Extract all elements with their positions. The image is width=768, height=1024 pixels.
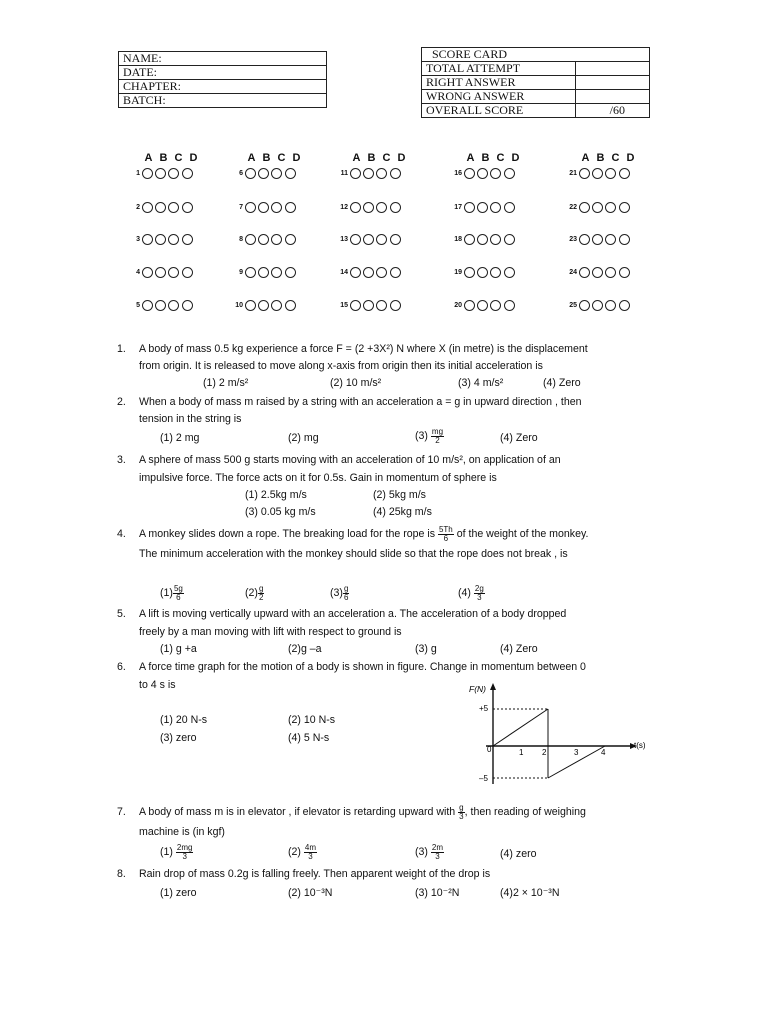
answer-bubble[interactable] <box>142 234 153 245</box>
question-3-text-2: impulsive force. The force acts on it for 0.5s. Gain in momentum of sphere is <box>139 472 497 484</box>
option[interactable]: (2) 10⁻³N <box>288 887 333 899</box>
answer-bubble[interactable] <box>619 168 630 179</box>
omr-row <box>128 168 195 179</box>
answer-bubble[interactable] <box>350 300 361 311</box>
answer-bubble[interactable] <box>619 202 630 213</box>
question-text-line: A body of mass m is in elevator , if elevator is retarding upward with <box>139 806 456 818</box>
question-2-text: When a body of mass m raised by a string with an acceleration a = g in upward direction , then <box>139 396 582 408</box>
answer-bubble[interactable] <box>155 267 166 278</box>
question-text-line: of the weight of the monkey. <box>456 528 589 540</box>
omr-row <box>231 202 298 213</box>
option[interactable]: (1) g +a <box>160 643 197 655</box>
option-letter: C <box>277 152 286 164</box>
answer-bubble[interactable] <box>504 168 515 179</box>
omr-row <box>128 300 195 311</box>
question-4-text-2: The minimum acceleration with the monkey should slide so that the rope does not break , is <box>139 548 568 560</box>
answer-bubble[interactable] <box>477 267 488 278</box>
answer-bubble[interactable] <box>490 300 501 311</box>
option-letter: D <box>397 152 406 164</box>
answer-bubble[interactable] <box>504 234 515 245</box>
omr-question-number: 19 <box>454 269 462 276</box>
y-tick-label: 0 <box>487 745 492 754</box>
omr-question-number: 15 <box>340 302 348 309</box>
fraction: $\frac{g}{6}$ <box>343 583 349 602</box>
answer-bubble[interactable] <box>579 267 590 278</box>
option[interactable]: (3) 10⁻²N <box>415 887 460 899</box>
option[interactable]: (4) 5 N-s <box>288 732 330 744</box>
option-letter: B <box>262 152 271 164</box>
answer-bubble[interactable] <box>142 168 153 179</box>
answer-bubble[interactable] <box>592 300 603 311</box>
answer-bubble[interactable] <box>490 202 501 213</box>
answer-bubble[interactable] <box>168 267 179 278</box>
answer-bubble[interactable] <box>477 168 488 179</box>
batch-field[interactable]: BATCH: <box>119 94 327 108</box>
answer-bubble[interactable] <box>363 300 374 311</box>
answer-bubble[interactable] <box>579 202 590 213</box>
answer-bubble[interactable] <box>504 202 515 213</box>
omr-question-number: 20 <box>454 302 462 309</box>
question-1-text-2: from origin. It is released to move along x-axis from origin then its initial acceleration is <box>139 360 543 372</box>
omr-row <box>336 168 403 179</box>
omr-row <box>450 234 517 245</box>
x-tick-label: 3 <box>574 748 579 757</box>
question-number: 7. <box>117 806 126 818</box>
option[interactable]: (3) zero <box>160 732 197 744</box>
option[interactable]: (1) 2 mg <box>160 432 200 444</box>
answer-bubble[interactable] <box>245 234 256 245</box>
answer-bubble[interactable] <box>258 202 269 213</box>
answer-bubble[interactable] <box>490 267 501 278</box>
answer-bubble[interactable] <box>350 267 361 278</box>
force-time-graph <box>462 680 652 790</box>
omr-row <box>336 234 403 245</box>
omr-row <box>450 202 517 213</box>
answer-bubble[interactable] <box>182 234 193 245</box>
option-letter: C <box>611 152 620 164</box>
question-number: 1. <box>117 343 126 355</box>
answer-bubble[interactable] <box>619 267 630 278</box>
student-info-table <box>118 51 327 108</box>
option[interactable]: (1) 20 N-s <box>160 714 208 726</box>
omr-question-number: 14 <box>340 269 348 276</box>
score-card-title: SCORE CARD <box>422 48 650 62</box>
answer-bubble[interactable] <box>245 202 256 213</box>
omr-question-number: 24 <box>569 269 577 276</box>
option[interactable]: (4) Zero <box>500 643 538 655</box>
answer-bubble[interactable] <box>142 300 153 311</box>
question-5-text: A lift is moving vertically upward with an acceleration a. The acceleration of a body dropped <box>139 608 567 620</box>
option[interactable]: (2) mg <box>288 432 319 444</box>
fraction: $\frac{g}{3}$ <box>459 802 464 821</box>
answer-bubble[interactable] <box>182 267 193 278</box>
option-letter: A <box>581 152 590 164</box>
fraction: $\frac{5Th}{6}$ <box>438 524 453 543</box>
question-number: 6. <box>117 661 126 673</box>
omr-row <box>231 300 298 311</box>
option[interactable]: (2) 10 N-s <box>288 714 336 726</box>
omr-question-number: 7 <box>239 204 243 211</box>
answer-bubble[interactable] <box>605 168 616 179</box>
question-5-text-2: freely by a man moving with lift with respect to ground is <box>139 626 402 638</box>
answer-bubble[interactable] <box>376 234 387 245</box>
answer-bubble[interactable] <box>155 202 166 213</box>
option[interactable] <box>415 427 444 445</box>
answer-bubble[interactable] <box>350 234 361 245</box>
question-4-text <box>139 525 588 543</box>
option-letter: A <box>144 152 153 164</box>
option[interactable]: (4) zero <box>500 848 537 860</box>
answer-bubble[interactable] <box>142 267 153 278</box>
option-letter: D <box>626 152 635 164</box>
question-number: 3. <box>117 454 126 466</box>
total-attempt-label: TOTAL ATTEMPT <box>422 62 576 76</box>
answer-bubble[interactable] <box>390 234 401 245</box>
omr-row <box>565 202 632 213</box>
answer-bubble[interactable] <box>464 168 475 179</box>
answer-bubble[interactable] <box>390 300 401 311</box>
option-letter: A <box>466 152 475 164</box>
answer-bubble[interactable] <box>477 202 488 213</box>
answer-bubble[interactable] <box>168 300 179 311</box>
x-tick-label: 2 <box>542 748 547 757</box>
answer-bubble[interactable] <box>363 202 374 213</box>
omr-row <box>565 234 632 245</box>
x-axis-label: t(s) <box>634 741 646 750</box>
answer-bubble[interactable] <box>363 168 374 179</box>
answer-bubble[interactable] <box>619 234 630 245</box>
y-tick-label: –5 <box>479 774 488 783</box>
fraction: $\frac{mg}{2}$ <box>431 426 444 445</box>
omr-row <box>336 202 403 213</box>
x-tick-label: 4 <box>601 748 606 757</box>
omr-question-number: 1 <box>136 170 140 177</box>
option[interactable]: (3) $\frac{g}{6}$ <box>330 583 349 602</box>
omr-row <box>231 234 298 245</box>
right-answer-label: RIGHT ANSWER <box>422 76 576 90</box>
omr-row <box>128 202 195 213</box>
question-number: 4. <box>117 528 126 540</box>
omr-row <box>128 234 195 245</box>
option-letter: D <box>292 152 301 164</box>
answer-bubble[interactable] <box>168 234 179 245</box>
answer-bubble[interactable] <box>258 168 269 179</box>
question-8-text: Rain drop of mass 0.2g is falling freely. Then apparent weight of the drop is <box>139 868 491 880</box>
answer-bubble[interactable] <box>182 202 193 213</box>
option-letter: A <box>352 152 361 164</box>
question-2-text-2: tension in the string is <box>139 413 242 425</box>
omr-question-number: 8 <box>239 236 243 243</box>
answer-bubble[interactable] <box>245 168 256 179</box>
option[interactable]: (2) $\frac{g}{2}$ <box>245 583 264 602</box>
omr-question-number: 17 <box>454 204 462 211</box>
omr-question-number: 23 <box>569 236 577 243</box>
answer-bubble[interactable] <box>258 267 269 278</box>
answer-bubble[interactable] <box>285 202 296 213</box>
answer-bubble[interactable] <box>271 267 282 278</box>
omr-row <box>128 267 195 278</box>
answer-bubble[interactable] <box>350 168 361 179</box>
option-letter: B <box>367 152 376 164</box>
answer-bubble[interactable] <box>619 300 630 311</box>
omr-row <box>450 300 517 311</box>
answer-bubble[interactable] <box>390 267 401 278</box>
omr-row <box>565 267 632 278</box>
omr-column-header <box>578 152 638 164</box>
answer-bubble[interactable] <box>168 202 179 213</box>
score-card-table <box>421 47 650 118</box>
omr-question-number: 9 <box>239 269 243 276</box>
wrong-answer-label: WRONG ANSWER <box>422 90 576 104</box>
omr-question-number: 13 <box>340 236 348 243</box>
answer-bubble[interactable] <box>350 202 361 213</box>
total-attempt-value[interactable] <box>576 62 650 76</box>
answer-bubble[interactable] <box>376 168 387 179</box>
answer-bubble[interactable] <box>490 168 501 179</box>
omr-question-number: 18 <box>454 236 462 243</box>
option[interactable]: (4) Zero <box>500 432 538 444</box>
omr-question-number: 16 <box>454 170 462 177</box>
answer-bubble[interactable] <box>363 267 374 278</box>
option[interactable]: (2) 5kg m/s <box>373 489 426 501</box>
answer-bubble[interactable] <box>376 202 387 213</box>
right-answer-value[interactable] <box>576 76 650 90</box>
option-letter: B <box>596 152 605 164</box>
answer-bubble[interactable] <box>504 300 515 311</box>
answer-bubble[interactable] <box>182 168 193 179</box>
option-letter: D <box>511 152 520 164</box>
name-field[interactable]: NAME: <box>119 52 327 66</box>
answer-bubble[interactable] <box>285 234 296 245</box>
overall-score-value[interactable]: /60 <box>576 104 650 118</box>
option[interactable]: (1) $\frac{2mg}{3}$ <box>160 842 193 861</box>
answer-bubble[interactable] <box>579 234 590 245</box>
option[interactable]: (4)2 × 10⁻³N <box>500 887 560 899</box>
option[interactable]: (1) zero <box>160 887 197 899</box>
question-text-line: A body of mass 0.5 kg experience a force F = (2 +3X²) N where X (in metre) is the displacement <box>139 343 588 355</box>
question-text-line: , then reading of weighing <box>464 806 586 818</box>
answer-bubble[interactable] <box>477 234 488 245</box>
date-field[interactable]: DATE: <box>119 66 327 80</box>
omr-question-number: 3 <box>136 236 140 243</box>
answer-bubble[interactable] <box>477 300 488 311</box>
option[interactable]: (4) Zero <box>543 377 581 389</box>
option-letter: C <box>174 152 183 164</box>
answer-bubble[interactable] <box>155 300 166 311</box>
answer-bubble[interactable] <box>605 202 616 213</box>
y-tick-label: +5 <box>479 704 489 713</box>
question-number: 2. <box>117 396 126 408</box>
answer-bubble[interactable] <box>605 267 616 278</box>
option-letter: C <box>382 152 391 164</box>
answer-bubble[interactable] <box>490 234 501 245</box>
question-number: 8. <box>117 868 126 880</box>
answer-bubble[interactable] <box>168 168 179 179</box>
option-letter: B <box>159 152 168 164</box>
omr-question-number: 5 <box>136 302 140 309</box>
omr-question-number: 2 <box>136 204 140 211</box>
wrong-answer-value[interactable] <box>576 90 650 104</box>
option[interactable]: (2) $\frac{4m}{3}$ <box>288 842 317 861</box>
fraction: $\frac{2m}{3}$ <box>431 842 444 861</box>
answer-bubble[interactable] <box>390 202 401 213</box>
answer-bubble[interactable] <box>285 300 296 311</box>
option-letter: D <box>189 152 198 164</box>
omr-row <box>231 168 298 179</box>
x-tick-label: 1 <box>519 748 524 757</box>
question-1-text <box>139 340 588 358</box>
option[interactable]: (3) 4 m/s² <box>458 377 504 389</box>
question-7-text-2: machine is (in kgf) <box>139 826 225 838</box>
omr-column-header <box>141 152 201 164</box>
omr-question-number: 25 <box>569 302 577 309</box>
omr-row <box>450 267 517 278</box>
answer-bubble[interactable] <box>592 234 603 245</box>
omr-row <box>336 267 403 278</box>
answer-bubble[interactable] <box>376 300 387 311</box>
question-3-text: A sphere of mass 500 g starts moving with an acceleration of 10 m/s², on application of an <box>139 454 561 466</box>
omr-question-number: 4 <box>136 269 140 276</box>
option-letter: B <box>481 152 490 164</box>
omr-row <box>565 168 632 179</box>
answer-bubble[interactable] <box>155 234 166 245</box>
omr-row <box>565 300 632 311</box>
option-letter: C <box>496 152 505 164</box>
answer-bubble[interactable] <box>579 168 590 179</box>
answer-bubble[interactable] <box>592 202 603 213</box>
answer-bubble[interactable] <box>605 300 616 311</box>
answer-bubble[interactable] <box>271 168 282 179</box>
option[interactable]: (3) 0.05 kg m/s <box>245 506 316 518</box>
answer-bubble[interactable] <box>285 267 296 278</box>
answer-bubble[interactable] <box>258 300 269 311</box>
omr-row <box>450 168 517 179</box>
omr-row <box>231 267 298 278</box>
omr-row <box>336 300 403 311</box>
answer-bubble[interactable] <box>579 300 590 311</box>
question-7-text <box>139 803 586 821</box>
overall-score-label: OVERALL SCORE <box>422 104 576 118</box>
y-axis-label: F(N) <box>469 684 486 694</box>
answer-bubble[interactable] <box>245 267 256 278</box>
answer-bubble[interactable] <box>390 168 401 179</box>
option[interactable]: (2) 10 m/s² <box>330 377 382 389</box>
question-number: 5. <box>117 608 126 620</box>
omr-question-number: 6 <box>239 170 243 177</box>
omr-question-number: 11 <box>340 170 348 177</box>
question-text-line: A monkey slides down a rope. The breaking load for the rope is <box>139 528 436 540</box>
omr-question-number: 12 <box>340 204 348 211</box>
omr-column-header <box>244 152 304 164</box>
chapter-field[interactable]: CHAPTER: <box>119 80 327 94</box>
answer-bubble[interactable] <box>464 234 475 245</box>
option[interactable]: (4) $\frac{2g}{3}$ <box>458 583 484 602</box>
answer-bubble[interactable] <box>464 267 475 278</box>
answer-bubble[interactable] <box>464 202 475 213</box>
omr-question-number: 21 <box>569 170 577 177</box>
answer-bubble[interactable] <box>376 267 387 278</box>
answer-bubble[interactable] <box>182 300 193 311</box>
answer-bubble[interactable] <box>504 267 515 278</box>
option[interactable]: (1) 2 m/s² <box>203 377 249 389</box>
option[interactable]: (3) g <box>415 643 437 655</box>
answer-bubble[interactable] <box>271 234 282 245</box>
option[interactable]: (4) 25kg m/s <box>373 506 432 518</box>
answer-bubble[interactable] <box>592 168 603 179</box>
answer-bubble[interactable] <box>592 267 603 278</box>
answer-bubble[interactable] <box>285 168 296 179</box>
option[interactable]: (1) 2.5kg m/s <box>245 489 307 501</box>
answer-bubble[interactable] <box>464 300 475 311</box>
omr-column-header <box>463 152 523 164</box>
answer-bubble[interactable] <box>363 234 374 245</box>
option[interactable]: (2)g –a <box>288 643 322 655</box>
fraction: $\frac{5g}{6}$ <box>173 583 183 602</box>
omr-question-number: 10 <box>235 302 243 309</box>
option[interactable]: (3) $\frac{2m}{3}$ <box>415 842 444 861</box>
fraction: $\frac{4m}{3}$ <box>304 842 317 861</box>
option-letter: A <box>247 152 256 164</box>
fraction: $\frac{g}{2}$ <box>258 583 264 602</box>
answer-bubble[interactable] <box>271 202 282 213</box>
answer-bubble[interactable] <box>605 234 616 245</box>
answer-bubble[interactable] <box>245 300 256 311</box>
answer-bubble[interactable] <box>155 168 166 179</box>
omr-column-header <box>349 152 409 164</box>
answer-bubble[interactable] <box>258 234 269 245</box>
answer-bubble[interactable] <box>142 202 153 213</box>
option-label: (3) <box>415 430 428 442</box>
answer-bubble[interactable] <box>271 300 282 311</box>
question-6-text: A force time graph for the motion of a body is shown in figure. Change in momentum between 0 <box>139 661 586 673</box>
option[interactable]: (1) $\frac{5g}{6}$ <box>160 583 183 602</box>
fraction: $\frac{2g}{3}$ <box>474 583 484 602</box>
question-6-text-2: to 4 s is <box>139 679 176 691</box>
omr-question-number: 22 <box>569 204 577 211</box>
fraction: $\frac{2mg}{3}$ <box>176 842 193 861</box>
